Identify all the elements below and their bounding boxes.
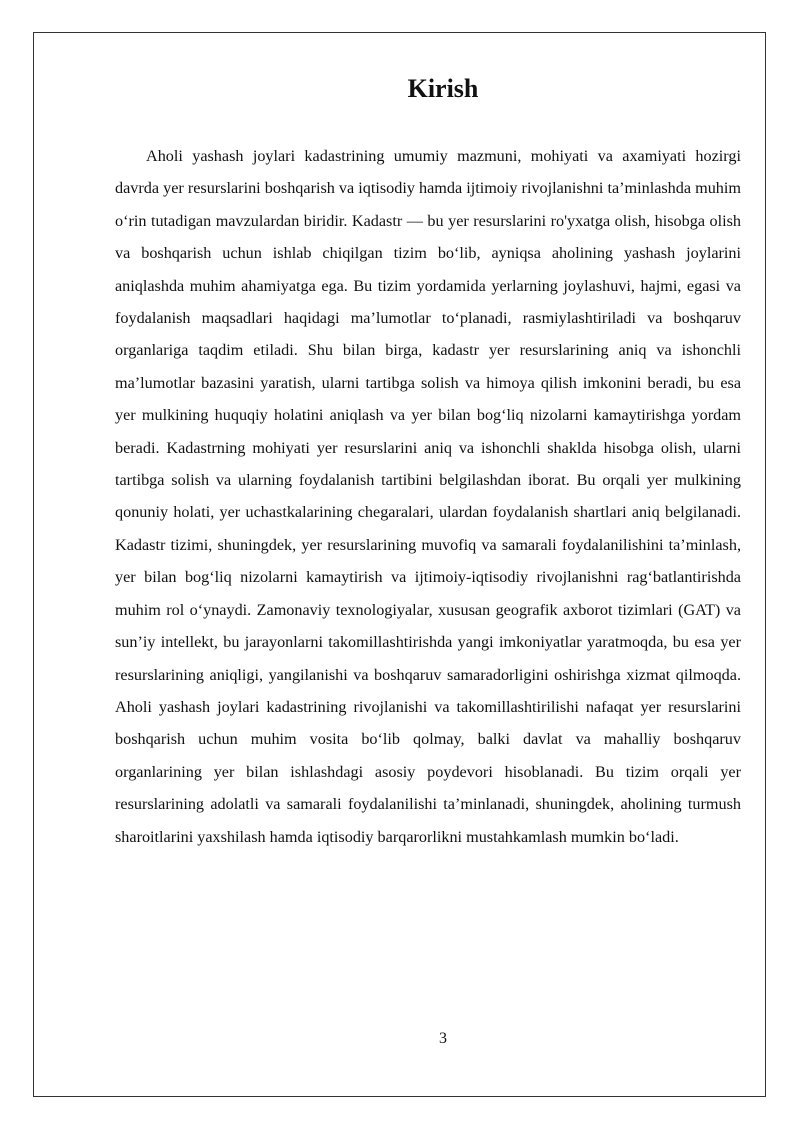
page-title: Kirish xyxy=(407,74,479,103)
page-number: 3 xyxy=(439,1030,447,1047)
body-paragraph: Aholi yashash joylari kadastrining umumiy mazmuni, mohiyati va axamiyati hozirgi davrda yer resurslarini boshqarish va iqtisodiy hamda ijtimoiy rivojlanishni ta’minlashda muhim o‘rin tutadigan mavzulardan biridir. Kadastr — bu yer resurslarini ro'yxatga olish, hisobga olish va boshqarish uchun ishlab chiqilgan tizim bo‘lib, ayniqsa aholining yashash joylarini aniqlashda muhim ahamiyatga ega. Bu tizim yordamida yerlarning joylashuvi, hajmi, egasi va foydalanish maqsadlari haqidagi ma’lumotlar to‘planadi, rasmiylashtiriladi va boshqaruv organlariga taqdim etiladi. Shu bilan birga, kadastr yer resurslarining aniq va ishonchli ma’lumotlar bazasini yaratish, ularni tartibga solish va himoya qilish imkonini beradi, bu esa yer mulkining huquqiy holatini aniqlash va yer bilan bog‘liq nizolarni kamaytirishga yordam beradi. Kadastrning mohiyati yer resurslarini aniq va ishonchli shaklda hisobga olish, ularni tartibga solish va ularning foydalanish tartibini belgilashdan iborat. Bu orqali yer mulkining qonuniy holati, yer uchastkalarining chegaralari, ulardan foydalanish shartlari aniq belgilanadi. Kadastr tizimi, shuningdek, yer resurslarining muvofiq va samarali foydalanilishini ta’minlash, yer bilan bog‘liq nizolarni kamaytirish va ijtimoiy-iqtisodiy rivojlanishni rag‘batlantirishda muhim rol o‘ynaydi. Zamonaviy texnologiyalar, xususan geografik axborot tizimlari (GAT) va sun’iy intellekt, bu jarayonlarni takomillashtirishda yangi imkoniyatlar yaratmoqda, bu esa yer resurslarining aniqligi, yangilanishi va boshqaruv samaradorligini oshirishga xizmat qilmoqda. Aholi yashash joylari kadastrining rivojlanishi va takomillashtirilishi nafaqat yer resurslarini boshqarish uchun muhim vosita bo‘lib qolmay, balki davlat va mahalliy boshqaruv organlarining yer bilan ishlashdagi asosiy poydevori hisoblanadi. Bu tizim orqali yer resurslarining adolatli va samarali foydalanilishi ta’minlanadi, shuningdek, aholining turmush sharoitlarini yaxshilash hamda iqtisodiy barqarorlikni mustahkamlash mumkin bo‘ladi. xyxy=(115,147,741,846)
